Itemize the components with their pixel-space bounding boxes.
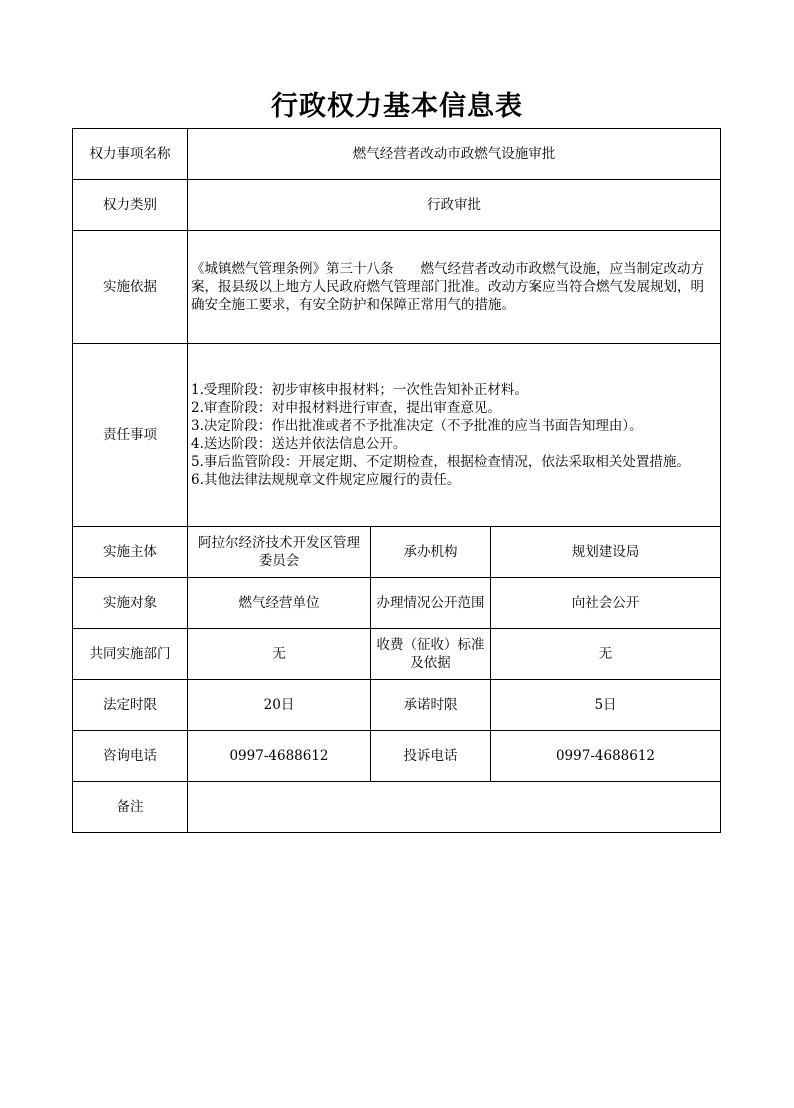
duty-item: 1.受理阶段：初步审核申报材料；一次性告知补正材料。: [191, 382, 528, 398]
table-row: [73, 344, 721, 527]
page-title: 行政权力基本信息表: [271, 91, 523, 122]
table-row: [73, 527, 721, 578]
remark-label: 备注: [73, 782, 188, 833]
basis-value: 《城镇燃气管理条例》第三十八条 燃气经营者改动市政燃气设施，应当制定改动方案，报县级以上地方人民政府燃气管理部门批准。改动方案应当符合燃气发展规划，明确安全施工要求，有安全防护和保障正常用气的措施。: [188, 231, 721, 344]
agency-label: 承办机构: [371, 527, 491, 578]
table-row: [73, 231, 721, 344]
legal-time-label: 法定时限: [73, 680, 188, 731]
duties-list: [188, 344, 721, 527]
joint-label: 共同实施部门: [73, 629, 188, 680]
category-label: 权力类别: [73, 180, 188, 231]
agency-value: 规划建设局: [491, 527, 721, 578]
basis-label: 实施依据: [73, 231, 188, 344]
consult-phone-label: 咨询电话: [73, 731, 188, 782]
duties-label: 责任事项: [73, 344, 188, 527]
table-row: [73, 680, 721, 731]
consult-phone-value: 0997-4688612: [188, 731, 371, 782]
table-row: [73, 129, 721, 180]
disclosure-value: 向社会公开: [491, 578, 721, 629]
duty-item: 5.事后监管阶段：开展定期、不定期检查，根据检查情况，依法采取相关处置措施。: [191, 454, 690, 470]
table-row: [73, 731, 721, 782]
remark-value: [188, 782, 721, 833]
info-table: [72, 128, 721, 833]
duty-item: 6.其他法律法规规章文件规定应履行的责任。: [191, 472, 461, 488]
target-label: 实施对象: [73, 578, 188, 629]
joint-value: 无: [188, 629, 371, 680]
fee-value: 无: [491, 629, 721, 680]
promised-time-label: 承诺时限: [371, 680, 491, 731]
promised-time-value: 5日: [491, 680, 721, 731]
complaint-phone-label: 投诉电话: [371, 731, 491, 782]
disclosure-label: 办理情况公开范围: [371, 578, 491, 629]
legal-time-value: 20日: [188, 680, 371, 731]
complaint-phone-value: 0997-4688612: [491, 731, 721, 782]
target-value: 燃气经营单位: [188, 578, 371, 629]
subject-label: 实施主体: [73, 527, 188, 578]
duty-item: 4.送达阶段：送达并依法信息公开。: [191, 436, 407, 452]
duty-item: 3.决定阶段：作出批准或者不予批准决定（不予批准的应当书面告知理由）。: [191, 418, 643, 434]
table-row: [73, 782, 721, 833]
category-value: 行政审批: [188, 180, 721, 231]
table-row: [73, 578, 721, 629]
subject-value: 阿拉尔经济技术开发区管理委员会: [188, 527, 371, 578]
name-label: 权力事项名称: [73, 129, 188, 180]
table-row: [73, 180, 721, 231]
fee-label: 收费（征收）标准及依据: [371, 629, 491, 680]
duty-item: 2.审查阶段：对申报材料进行审查，提出审查意见。: [191, 400, 501, 416]
name-value: 燃气经营者改动市政燃气设施审批: [188, 129, 721, 180]
table-row: [73, 629, 721, 680]
